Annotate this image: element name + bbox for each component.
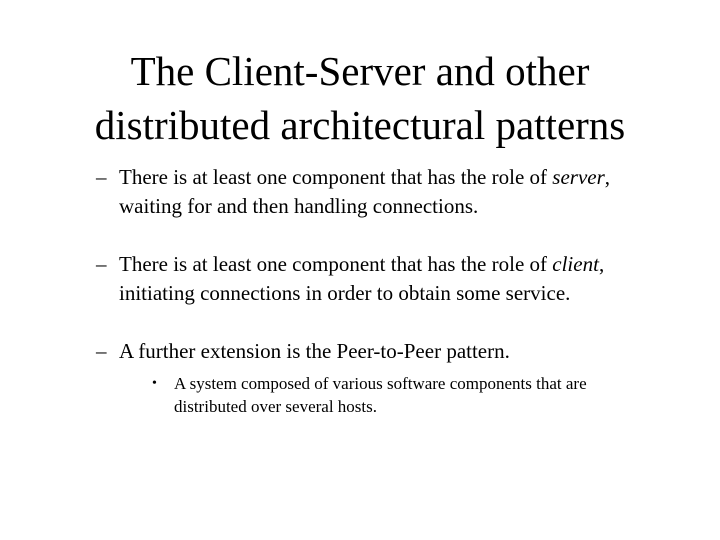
- sub-bullet-text: A system composed of various software components that are distributed over several hosts.: [174, 374, 587, 416]
- bullet-item-peer-to-peer: [96, 337, 656, 366]
- bullet-text-italic: server: [552, 165, 605, 189]
- bullet-marker: –: [96, 165, 107, 189]
- bullet-marker: –: [96, 339, 107, 363]
- bullet-list: [96, 163, 656, 418]
- bullet-text: A further extension is the Peer-to-Peer pattern.: [119, 339, 510, 363]
- bullet-text-pre: There is at least one component that has the role of: [119, 165, 548, 189]
- slide-title-line-2: distributed architectural patterns: [94, 102, 626, 148]
- bullet-item-server: [96, 163, 656, 221]
- bullet-text-post: , waiting for and then handling connections.: [119, 165, 611, 218]
- sub-bullet-item: [152, 372, 656, 418]
- bullet-text-pre: There is at least one component that has the role of: [119, 252, 548, 276]
- slide-title: [0, 44, 720, 152]
- bullet-text-post: , initiating connections in order to obtain some service.: [119, 252, 605, 305]
- sub-bullet-marker: •: [152, 376, 157, 391]
- slide-title-line-1: The Client-Server and other: [130, 48, 590, 94]
- bullet-text-italic: client: [552, 252, 599, 276]
- bullet-marker: –: [96, 252, 107, 276]
- bullet-item-client: [96, 250, 656, 308]
